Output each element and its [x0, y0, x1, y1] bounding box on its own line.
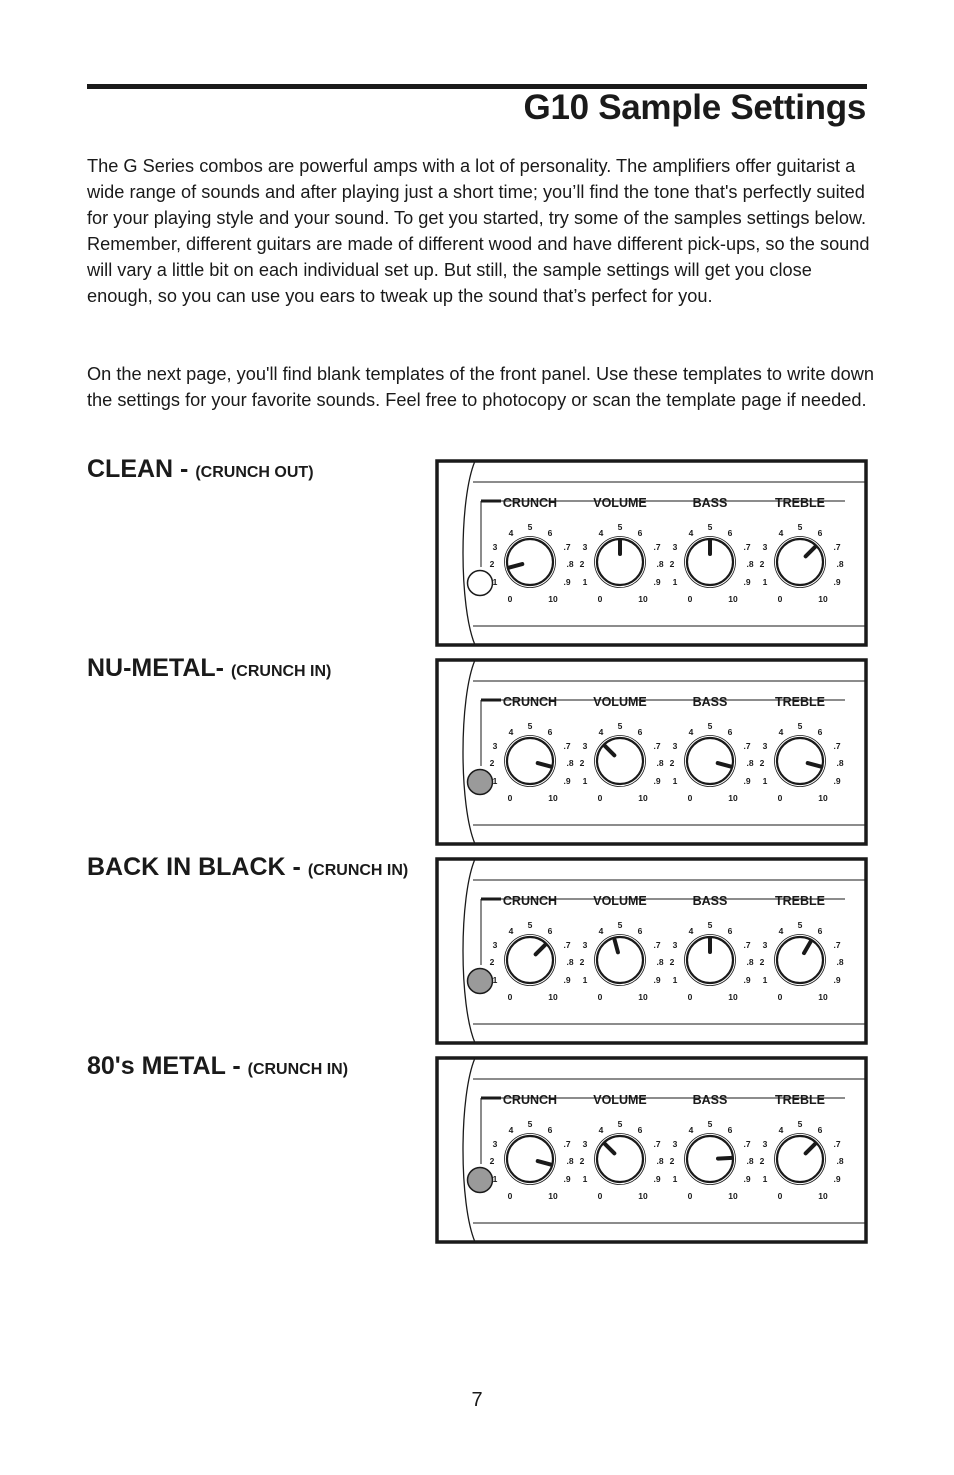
- knob-body: [507, 738, 553, 784]
- scale-number: 1: [762, 577, 768, 587]
- scale-number: 6: [547, 727, 553, 737]
- knob-body: [507, 1136, 553, 1182]
- scale-number: 3: [492, 542, 498, 552]
- scale-number: 5: [617, 1119, 623, 1129]
- scale-number: 5: [527, 721, 533, 731]
- scale-number: 5: [527, 920, 533, 930]
- scale-number: 4: [508, 926, 514, 936]
- volume-knob: [580, 894, 664, 1002]
- bass-label: BASS: [692, 1093, 728, 1107]
- scale-number: 10: [818, 992, 828, 1002]
- scale-number: 1: [762, 975, 768, 985]
- scale-number: 2: [669, 559, 675, 569]
- bass-knob: [670, 1093, 754, 1201]
- scale-number: 6: [727, 926, 733, 936]
- scale-number: 2: [759, 1156, 765, 1166]
- scale-number: 6: [637, 1125, 643, 1135]
- scale-number: 1: [672, 577, 678, 587]
- scale-number: 10: [818, 1191, 828, 1201]
- scale-number: 2: [579, 1156, 585, 1166]
- setting-name: NU-METAL-: [87, 654, 231, 682]
- scale-number: 0: [597, 594, 603, 604]
- scale-number: .9: [833, 1174, 841, 1184]
- scale-number: 1: [672, 975, 678, 985]
- volume-label: VOLUME: [593, 894, 647, 908]
- scale-number: 4: [598, 528, 604, 538]
- scale-number: 5: [527, 1119, 533, 1129]
- panel-face-curve: [463, 1058, 475, 1242]
- scale-number: .7: [833, 940, 841, 950]
- front-panel-nu-metal: [435, 658, 868, 848]
- amp-panel-drawing: [435, 857, 868, 1047]
- scale-number: 1: [582, 975, 588, 985]
- scale-number: 0: [507, 793, 513, 803]
- scale-number: 0: [687, 793, 693, 803]
- scale-number: 3: [492, 940, 498, 950]
- scale-number: .9: [653, 975, 661, 985]
- crunch-indicator-led: [468, 770, 493, 795]
- knob-body: [687, 738, 733, 784]
- scale-number: 3: [672, 542, 678, 552]
- treble-label: TREBLE: [775, 496, 825, 510]
- scale-number: 5: [797, 721, 803, 731]
- panel-face-curve: [463, 461, 475, 645]
- scale-number: .8: [656, 1156, 664, 1166]
- scale-number: 4: [598, 926, 604, 936]
- scale-number: 5: [707, 522, 713, 532]
- scale-number: .7: [743, 940, 751, 950]
- scale-number: 10: [548, 1191, 558, 1201]
- crunch-indicator-led: [468, 969, 493, 994]
- page-number: 7: [471, 1389, 483, 1411]
- scale-number: .9: [833, 577, 841, 587]
- scale-number: 0: [777, 594, 783, 604]
- scale-number: 6: [637, 528, 643, 538]
- scale-number: .8: [836, 758, 844, 768]
- templates-paragraph: On the next page, you'll find blank templates of the front panel. Use these templates to write down the settings for your favorite sounds. Feel free to photocopy or scan the template page if needed.: [87, 364, 875, 410]
- scale-number: 4: [688, 528, 694, 538]
- scale-number: 10: [548, 992, 558, 1002]
- scale-number: 0: [597, 793, 603, 803]
- scale-number: 4: [778, 528, 784, 538]
- scale-number: 10: [548, 793, 558, 803]
- scale-number: 2: [489, 957, 495, 967]
- intro-paragraph: The G Series combos are powerful amps with a lot of personality. The amplifiers offer guitarist a wide range of sounds and after playing just a short time; you’ll find the tone that's perfectly suited for your playing style and your sound. To get you started, try some of the samples settings below. Remember, different guitars are made of different wood and have different pick-ups, so the sound will vary a little bit on each individual set up. But still, the sample settings will get you close enough, so you can use you ears to tweak up the sound that’s perfect for you.: [87, 156, 870, 306]
- treble-knob: [760, 496, 844, 604]
- scale-number: 3: [762, 741, 768, 751]
- scale-number: 0: [687, 992, 693, 1002]
- scale-number: .8: [746, 559, 754, 569]
- scale-number: 0: [777, 1191, 783, 1201]
- scale-number: 10: [728, 594, 738, 604]
- scale-number: 2: [489, 758, 495, 768]
- scale-number: 1: [672, 1174, 678, 1184]
- scale-number: 6: [817, 926, 823, 936]
- scale-number: 2: [579, 559, 585, 569]
- scale-number: 3: [672, 940, 678, 950]
- scale-number: 6: [637, 926, 643, 936]
- scale-number: 6: [817, 528, 823, 538]
- scale-number: 5: [797, 1119, 803, 1129]
- knob-body: [777, 738, 823, 784]
- scale-number: 3: [582, 1139, 588, 1149]
- scale-number: 2: [759, 957, 765, 967]
- volume-knob: [580, 1093, 664, 1201]
- scale-number: 0: [507, 992, 513, 1002]
- scale-number: 6: [817, 727, 823, 737]
- crunch-label: CRUNCH: [502, 894, 558, 908]
- scale-number: 1: [582, 776, 588, 786]
- scale-number: 4: [688, 926, 694, 936]
- scale-number: .8: [566, 758, 574, 768]
- scale-number: 3: [672, 741, 678, 751]
- scale-number: 3: [762, 1139, 768, 1149]
- scale-number: 1: [492, 776, 498, 786]
- scale-number: 5: [707, 721, 713, 731]
- scale-number: 2: [669, 758, 675, 768]
- scale-number: 0: [597, 1191, 603, 1201]
- scale-number: 6: [727, 1125, 733, 1135]
- crunch-knob: [490, 695, 574, 803]
- scale-number: 0: [687, 1191, 693, 1201]
- scale-number: .7: [563, 940, 571, 950]
- scale-number: 3: [582, 940, 588, 950]
- amp-panel-drawing: [435, 1056, 868, 1246]
- scale-number: 4: [598, 727, 604, 737]
- scale-number: .7: [653, 1139, 661, 1149]
- scale-number: 10: [638, 992, 648, 1002]
- bass-knob: [670, 894, 754, 1002]
- scale-number: .8: [836, 559, 844, 569]
- scale-number: .8: [656, 758, 664, 768]
- scale-number: 4: [508, 1125, 514, 1135]
- scale-number: .9: [563, 1174, 571, 1184]
- scale-number: .9: [653, 776, 661, 786]
- scale-number: .7: [833, 1139, 841, 1149]
- panel-face-curve: [463, 859, 475, 1043]
- scale-number: 4: [508, 528, 514, 538]
- crunch-knob: [490, 894, 574, 1002]
- scale-number: .9: [743, 1174, 751, 1184]
- treble-knob: [760, 1093, 844, 1201]
- scale-number: 6: [727, 528, 733, 538]
- scale-number: .7: [563, 1139, 571, 1149]
- scale-number: 5: [707, 1119, 713, 1129]
- volume-knob: [580, 695, 664, 803]
- bass-knob: [670, 496, 754, 604]
- crunch-label: CRUNCH: [502, 695, 558, 709]
- scale-number: 2: [579, 758, 585, 768]
- scale-number: .9: [743, 776, 751, 786]
- scale-number: 1: [492, 1174, 498, 1184]
- scale-number: 6: [547, 1125, 553, 1135]
- setting-name: 80's METAL -: [87, 1052, 248, 1080]
- scale-number: .7: [563, 741, 571, 751]
- scale-number: 10: [728, 992, 738, 1002]
- volume-label: VOLUME: [593, 496, 647, 510]
- scale-number: 3: [582, 542, 588, 552]
- scale-number: .9: [743, 975, 751, 985]
- scale-number: 10: [638, 594, 648, 604]
- crunch-indicator-led: [468, 571, 493, 596]
- scale-number: 1: [762, 1174, 768, 1184]
- scale-number: .9: [563, 577, 571, 587]
- scale-number: .9: [653, 577, 661, 587]
- scale-number: 3: [582, 741, 588, 751]
- volume-label: VOLUME: [593, 695, 647, 709]
- scale-number: 2: [759, 559, 765, 569]
- setting-note: (CRUNCH IN): [247, 1061, 349, 1078]
- scale-number: 10: [728, 793, 738, 803]
- scale-number: 10: [548, 594, 558, 604]
- scale-number: 4: [778, 727, 784, 737]
- scale-number: .9: [833, 776, 841, 786]
- scale-number: 0: [777, 992, 783, 1002]
- front-panel-80s-metal: [435, 1056, 868, 1246]
- scale-number: .8: [566, 559, 574, 569]
- scale-number: 10: [818, 793, 828, 803]
- bass-label: BASS: [692, 894, 728, 908]
- scale-number: 3: [492, 741, 498, 751]
- setting-name: BACK IN BLACK -: [87, 853, 308, 881]
- front-panel-back-in-black: [435, 857, 868, 1047]
- scale-number: 5: [797, 522, 803, 532]
- scale-number: 4: [778, 926, 784, 936]
- crunch-knob: [490, 496, 574, 604]
- setting-title-nu-metal: [87, 654, 331, 683]
- scale-number: 6: [637, 727, 643, 737]
- scale-number: .7: [743, 542, 751, 552]
- setting-note: (CRUNCH OUT): [195, 464, 314, 481]
- scale-number: 6: [727, 727, 733, 737]
- bass-label: BASS: [692, 695, 728, 709]
- scale-number: 6: [547, 528, 553, 538]
- scale-number: 3: [492, 1139, 498, 1149]
- scale-number: 4: [688, 727, 694, 737]
- scale-number: .8: [836, 957, 844, 967]
- scale-number: 0: [507, 1191, 513, 1201]
- treble-knob: [760, 695, 844, 803]
- scale-number: 2: [669, 1156, 675, 1166]
- volume-knob: [580, 496, 664, 604]
- knob-body: [777, 937, 823, 983]
- scale-number: .7: [833, 741, 841, 751]
- scale-number: .7: [743, 741, 751, 751]
- scale-number: .9: [563, 776, 571, 786]
- scale-number: 3: [762, 940, 768, 950]
- crunch-indicator-led: [468, 1168, 493, 1193]
- scale-number: 0: [777, 793, 783, 803]
- scale-number: 1: [672, 776, 678, 786]
- scale-number: .7: [743, 1139, 751, 1149]
- scale-number: .8: [566, 1156, 574, 1166]
- scale-number: 1: [762, 776, 768, 786]
- treble-knob: [760, 894, 844, 1002]
- treble-label: TREBLE: [775, 1093, 825, 1107]
- crunch-label: CRUNCH: [502, 1093, 558, 1107]
- volume-label: VOLUME: [593, 1093, 647, 1107]
- scale-number: 1: [582, 577, 588, 587]
- scale-number: .8: [746, 957, 754, 967]
- scale-number: .9: [563, 975, 571, 985]
- scale-number: .8: [566, 957, 574, 967]
- setting-note: (CRUNCH IN): [307, 862, 409, 879]
- scale-number: .7: [653, 940, 661, 950]
- scale-number: .9: [743, 577, 751, 587]
- crunch-knob: [490, 1093, 574, 1201]
- scale-number: .7: [653, 741, 661, 751]
- scale-number: 1: [492, 577, 498, 587]
- scale-number: 1: [492, 975, 498, 985]
- knob-body: [597, 937, 643, 983]
- bass-pointer: [718, 1158, 732, 1159]
- scale-number: .9: [653, 1174, 661, 1184]
- scale-number: 4: [598, 1125, 604, 1135]
- scale-number: 10: [638, 1191, 648, 1201]
- scale-number: 5: [527, 522, 533, 532]
- scale-number: .9: [833, 975, 841, 985]
- scale-number: 3: [672, 1139, 678, 1149]
- scale-number: 10: [728, 1191, 738, 1201]
- scale-number: .8: [836, 1156, 844, 1166]
- scale-number: .7: [653, 542, 661, 552]
- crunch-label: CRUNCH: [502, 496, 558, 510]
- bass-label: BASS: [692, 496, 728, 510]
- setting-title-clean: [87, 455, 314, 484]
- scale-number: 2: [489, 559, 495, 569]
- scale-number: .7: [563, 542, 571, 552]
- setting-title-back-in-black: [87, 853, 408, 882]
- scale-number: 5: [707, 920, 713, 930]
- scale-number: .7: [833, 542, 841, 552]
- scale-number: 0: [687, 594, 693, 604]
- scale-number: 2: [669, 957, 675, 967]
- scale-number: 4: [778, 1125, 784, 1135]
- scale-number: 0: [507, 594, 513, 604]
- scale-number: .8: [656, 559, 664, 569]
- scale-number: .8: [656, 957, 664, 967]
- panel-face-curve: [463, 660, 475, 844]
- scale-number: 6: [817, 1125, 823, 1135]
- scale-number: 5: [617, 721, 623, 731]
- page-title: G10 Sample Settings: [523, 88, 866, 127]
- scale-number: 5: [617, 920, 623, 930]
- scale-number: 4: [508, 727, 514, 737]
- setting-note: (CRUNCH IN): [230, 663, 332, 680]
- scale-number: 10: [638, 793, 648, 803]
- scale-number: 2: [489, 1156, 495, 1166]
- scale-number: 5: [617, 522, 623, 532]
- amp-panel-drawing: [435, 658, 868, 848]
- scale-number: .8: [746, 1156, 754, 1166]
- scale-number: 5: [797, 920, 803, 930]
- knob-body: [507, 539, 553, 585]
- treble-label: TREBLE: [775, 695, 825, 709]
- amp-panel-drawing: [435, 459, 868, 649]
- scale-number: 10: [818, 594, 828, 604]
- scale-number: 4: [688, 1125, 694, 1135]
- bass-knob: [670, 695, 754, 803]
- treble-label: TREBLE: [775, 894, 825, 908]
- scale-number: 2: [579, 957, 585, 967]
- scale-number: .8: [746, 758, 754, 768]
- scale-number: 0: [597, 992, 603, 1002]
- setting-title-80s-metal: [87, 1052, 348, 1081]
- setting-name: CLEAN -: [87, 455, 196, 483]
- scale-number: 1: [582, 1174, 588, 1184]
- scale-number: 2: [759, 758, 765, 768]
- scale-number: 6: [547, 926, 553, 936]
- front-panel-clean: [435, 459, 868, 649]
- scale-number: 3: [762, 542, 768, 552]
